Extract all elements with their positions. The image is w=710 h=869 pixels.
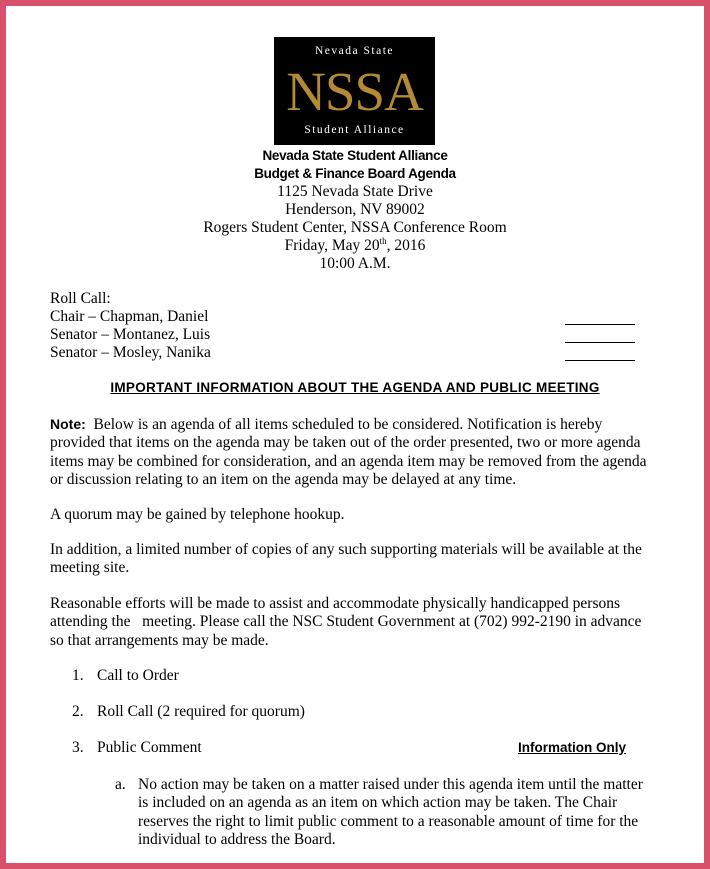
logo-bottom-text: Student Alliance [304, 124, 405, 136]
sub-item-label: a. [115, 776, 126, 793]
roll-call-label: Roll Call: [50, 290, 111, 307]
logo-top-text: Nevada State [315, 45, 394, 57]
agenda-item-text: Call to Order [97, 667, 179, 684]
board-title: Budget & Finance Board Agenda [254, 166, 456, 181]
meeting-date [0, 237, 710, 255]
address-line-2: Henderson, NV 89002 [285, 201, 425, 218]
important-heading: IMPORTANT INFORMATION ABOUT THE AGENDA AND PUBLIC MEETING [110, 380, 600, 395]
logo-main-text: NSSA [286, 61, 423, 122]
quorum-paragraph: A quorum may be gained by telephone hookup. [50, 506, 345, 523]
signature-line [565, 342, 635, 343]
information-only-tag: Information Only [518, 740, 626, 755]
note-paragraph [50, 415, 655, 489]
signature-line [565, 360, 635, 361]
copies-paragraph: In addition, a limited number of copies of any such supporting materials will be available at the meeting site. [50, 541, 642, 577]
meeting-room: Rogers Student Center, NSSA Conference Room [203, 219, 507, 236]
org-name: Nevada State Student Alliance [262, 148, 448, 163]
roll-call-member: Chair – Chapman, Daniel [50, 308, 209, 325]
agenda-item-text: Public Comment [97, 739, 202, 756]
agenda-item-number: 3. [72, 739, 84, 756]
roll-call-member: Senator – Mosley, Nanika [50, 344, 211, 361]
agenda-item-text: Roll Call (2 required for quorum) [97, 703, 305, 720]
agenda-item-number: 1. [72, 667, 84, 684]
note-text: Below is an agenda of all items scheduled to be considered. Notification is hereby provided that items on the agenda may be taken out of the order presented, two or more agenda items may be combined for consideration, and an agenda item may be removed from the agenda or discussion relating to an item on the agenda may be delayed at any time. [50, 416, 647, 488]
nssa-logo [274, 37, 435, 145]
roll-call-member: Senator – Montanez, Luis [50, 326, 211, 343]
agenda-item-number: 2. [72, 703, 84, 720]
accommodation-paragraph: Reasonable efforts will be made to assist and accommodate physically handicapped persons attending the meeting. Please call the NSC Student Government at (702) 992-2190 in advance so that arrangements may be made. [50, 595, 646, 649]
meeting-time: 10:00 A.M. [319, 255, 391, 272]
signature-line [565, 324, 635, 325]
address-line-1: 1125 Nevada State Drive [277, 183, 433, 200]
date-sup: th [379, 235, 387, 246]
note-label: Note: [50, 416, 86, 432]
date-prefix: Friday, May 20 [284, 237, 380, 254]
sub-item-text: No action may be taken on a matter raised under this agenda item until the matter is included on an agenda as an item on which action may be taken. The Chair reserves the right to limit public comment to a reasonable amount of time for the individual to address the Board. [138, 776, 643, 848]
date-suffix: , 2016 [386, 237, 426, 254]
